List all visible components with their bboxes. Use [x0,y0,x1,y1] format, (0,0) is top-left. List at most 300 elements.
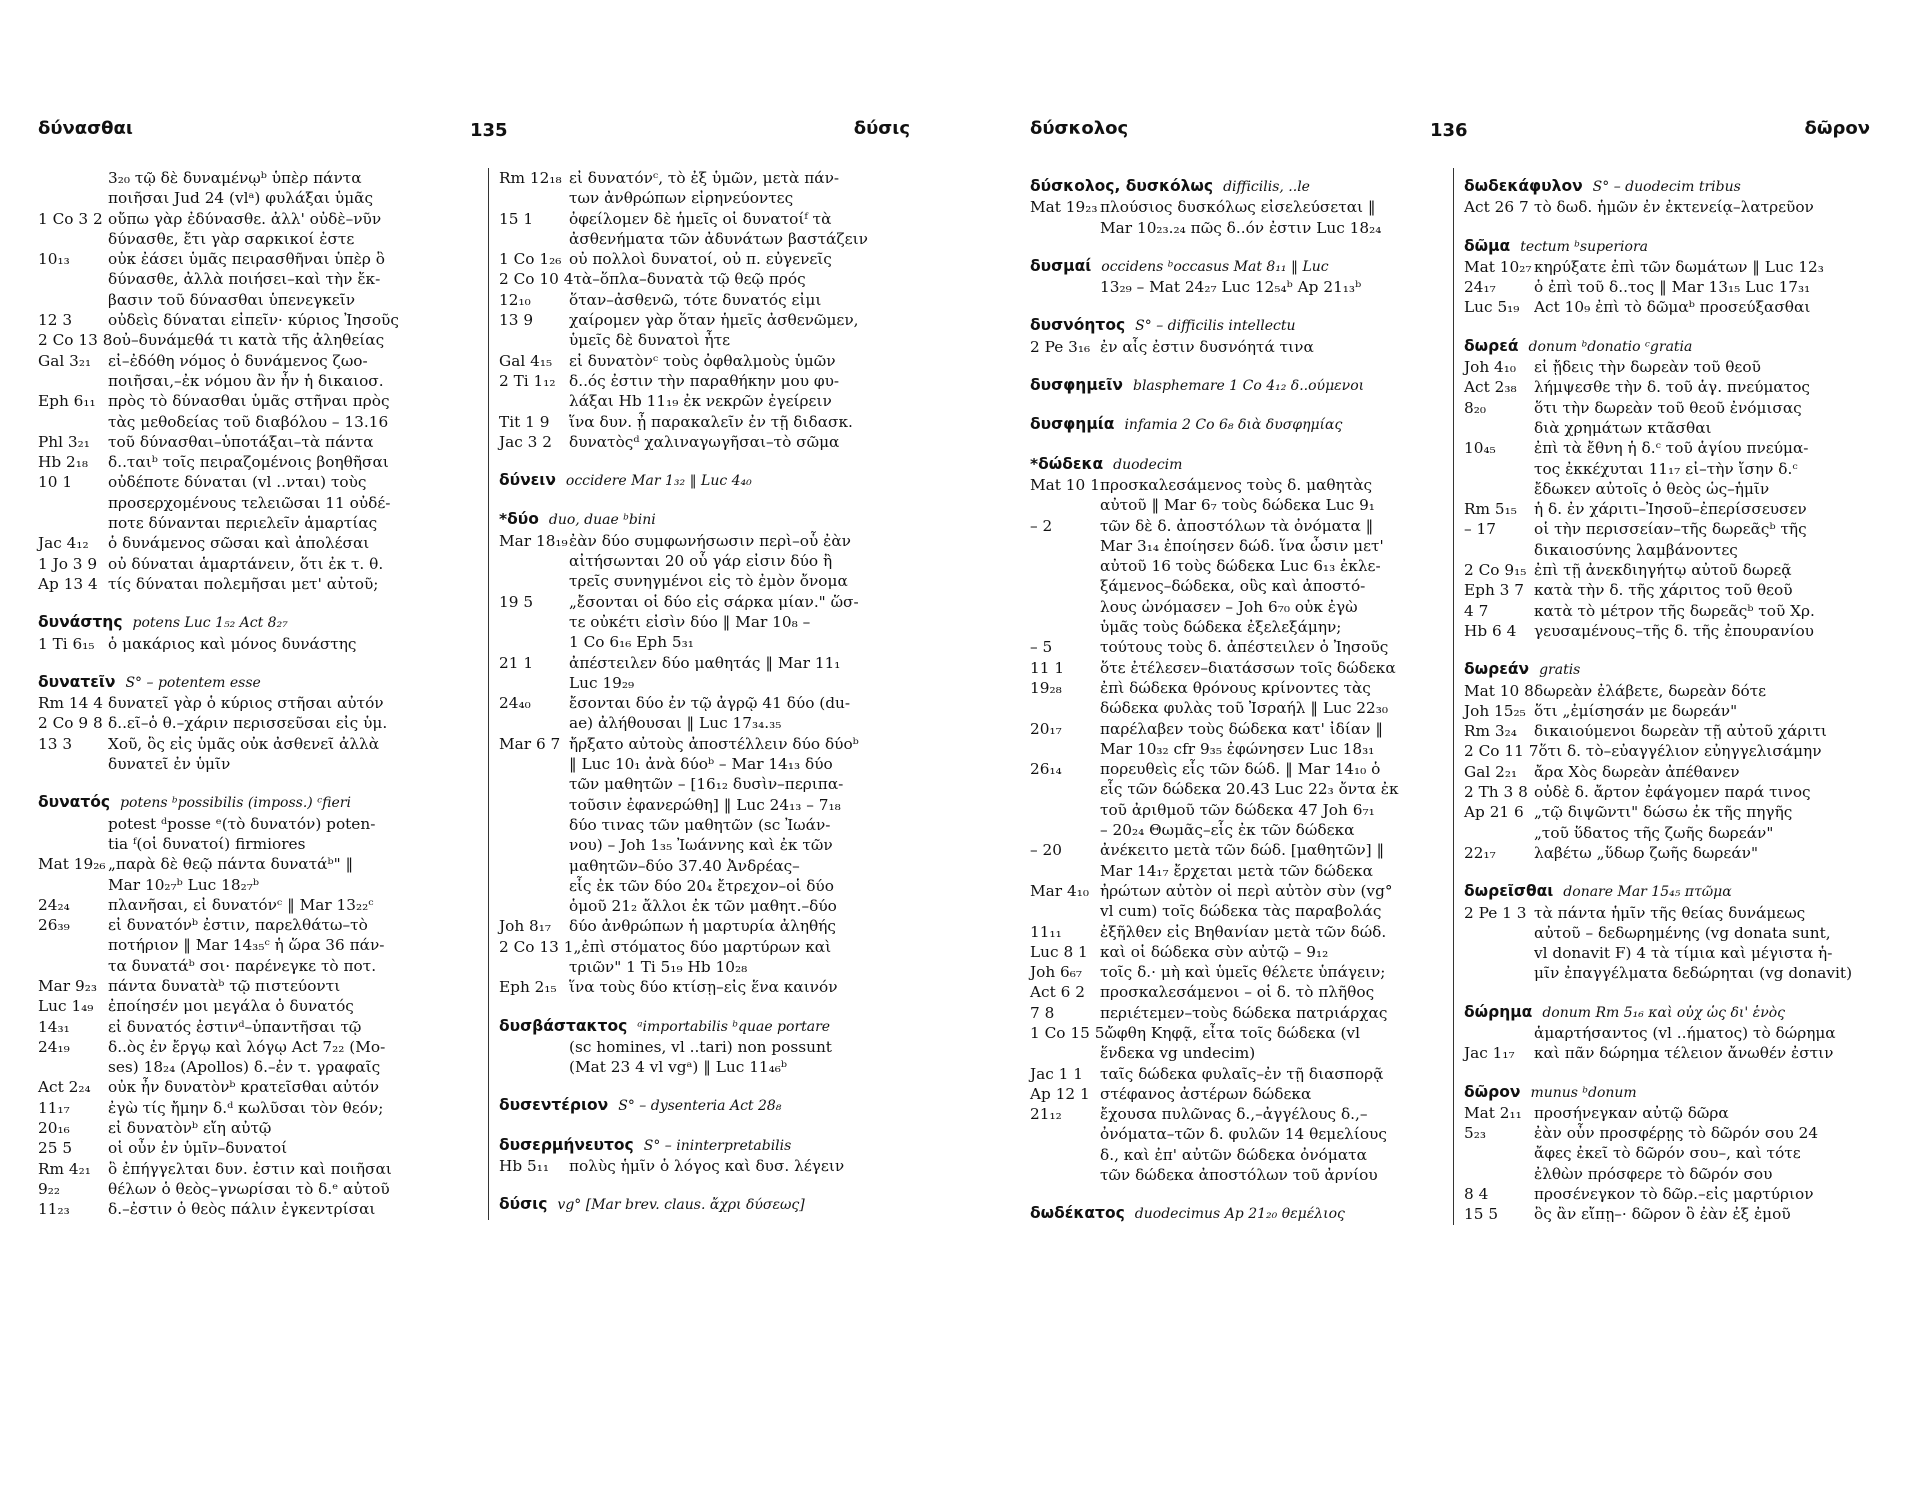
citation-line [1464,1103,1870,1123]
citation-line [499,168,910,188]
greek-text: ἔσονται δύο ἐν τῷ ἀγρῷ 41 δύο (du- [569,694,851,713]
greek-text: ἵνα τοὺς δύο κτίσῃ–εἰς ἕνα καινόν [569,978,838,997]
verse-reference: Jac 1 1 [1030,1064,1084,1083]
greek-text: λάξαι Hb 11₁₉ ἐκ νεκρῶν ἐγείρειν [569,392,832,411]
greek-text: vl donavit F) 4 τὰ τίμια καὶ μέγιστα ἡ- [1534,944,1833,963]
greek-text: οὐκ ἐάσει ὑμᾶς πειρασθῆναι ὑπὲρ ὃ [108,250,385,269]
verse-reference: 2 Co 13 8 [38,331,113,350]
citation-line [499,249,910,269]
greek-text: προσένεγκον τὸ δῶρ.–εἰς μαρτύριον [1534,1185,1814,1204]
greek-text: ses) 18₂₄ (Apollos) δ.–ἐν τ. γραφαῖς [108,1058,381,1077]
verse-reference [499,713,569,733]
citation-line [38,1037,478,1057]
citation-line [38,472,478,492]
verse-reference: 11 1 [1030,658,1065,677]
citation-line [1030,982,1443,1002]
citation-line [38,634,478,654]
greek-text: εἰ ᾔδεις τὴν δωρεὰν τοῦ θεοῦ [1534,358,1761,377]
citation-line [1030,218,1443,238]
citation-line [38,1159,478,1179]
citation-line [1464,418,1870,438]
citation-line [38,976,478,996]
verse-reference: 10 1 [38,473,73,492]
greek-text: ὁ μακάριος καὶ μόνος δυνάστης [108,634,357,653]
verse-reference [38,269,108,289]
citation-line [38,371,478,391]
verse-reference: 13 9 [499,311,534,330]
headword-definition: potens ᵇpossibilis (imposs.) ᶜfieri [120,795,351,812]
citation-line [38,412,478,432]
verse-reference [499,330,569,350]
citation-line [1030,475,1443,495]
citation-line [499,229,910,249]
greek-text: οὐδέποτε δύναται (vl ..νται) τοὺς [108,473,367,492]
verse-reference [1030,698,1100,718]
citation-line [38,1098,478,1118]
citation-line [1030,881,1443,901]
headword-entry [1464,1002,1870,1023]
greek-text: ἐπὶ τὰ ἔθνη ἡ δ.ᶜ τοῦ ἁγίου πνεύμα- [1534,439,1809,458]
citation-line [1464,398,1870,418]
citation-line [38,554,478,574]
citation-line [38,935,478,955]
greek-text: τοῦ ἀριθμοῦ τῶν δώδεκα 47 Joh 6₇₁ [1100,800,1375,819]
citation-line [1464,197,1870,217]
citation-line [38,875,478,895]
greek-text: τούτους τοὺς δ. ἀπέστειλεν ὁ Ἰησοῦς [1100,638,1389,657]
running-head-left: δύνασθαι [38,118,133,139]
greek-text: Mar 10₂₃.₂₄ πῶς δ..όν ἐστιν Luc 18₂₄ [1100,218,1382,237]
greek-text: ἵνα δυν. ᾖ παρακαλεῖν ἐν τῇ διδασκ. [569,412,853,431]
citation-line [499,1037,910,1057]
headword-definition: gratis [1539,662,1581,679]
verse-reference: Joh 4₁₀ [1464,358,1517,377]
verse-reference [499,1057,569,1077]
verse-reference [1030,597,1100,617]
verse-reference: 11₁₁ [1030,922,1062,941]
citation-line [1464,782,1870,802]
greek-text: ἐὰν οὖν προσφέρῃς τὸ δῶρόν σου 24 [1534,1124,1819,1143]
entry-spacer [1464,641,1870,651]
verse-reference: Act 26 7 [1464,198,1529,217]
verse-reference: 24₄₀ [499,694,531,713]
verse-reference: 2 Co 10 4 [499,270,574,289]
greek-text: τοῦ δύνασθαι–ὑποτάξαι–τὰ πάντα [108,432,374,451]
greek-text: οὐ πολλοὶ δυνατοί, οὐ π. εὐγενεῖς [569,250,832,269]
verse-reference [499,835,569,855]
citation-line [1464,277,1870,297]
right-column [488,168,910,1220]
verse-reference: 21₁₂ [1030,1105,1062,1124]
headword-definition: infamia 2 Co 6₈ διὰ δυσφημίας [1124,417,1343,434]
greek-text: ἐξῆλθεν εἰς Βηθανίαν μετὰ τῶν δώδ. [1100,922,1387,941]
headword: δυσφημεῖν [1030,376,1123,395]
verse-reference [499,188,569,208]
verse-reference [499,1037,569,1057]
entry-spacer [499,452,910,462]
greek-text: ὃ ἐπήγγελται δυν. ἐστιν καὶ ποιῆσαι [108,1159,392,1178]
headword-definition: donare Mar 15₄₅ πτῶμα [1563,884,1732,901]
citation-line [1464,823,1870,843]
greek-text: tia ᶠ(οἱ δυνατοί) firmiores [108,834,306,853]
greek-text: οἱ τὴν περισσείαν–τῆς δωρεᾶςᵇ τῆς [1534,520,1807,539]
verse-reference [38,371,108,391]
greek-text: δύο τινας τῶν μαθητῶν (sc Ἰωάν- [569,815,831,834]
citation-line [1030,779,1443,799]
citation-line [1030,197,1443,217]
verse-reference: Eph 6₁₁ [38,392,96,411]
citation-line [1464,499,1870,519]
headword-definition: S° – difficilis intellectu [1135,318,1296,335]
headword-entry [1030,315,1443,336]
verse-reference: 11₁₇ [38,1098,70,1117]
headword: δύσις [499,1195,548,1214]
greek-text: δύνασθε, ἀλλὰ ποιήσει–καὶ τὴν ἔκ- [108,270,381,289]
verse-reference [1464,943,1534,963]
verse-reference: Gal 3₂₁ [38,351,92,370]
greek-text: δώδεκα φυλὰς τοῦ Ἰσραήλ ‖ Luc 22₃₀ [1100,699,1389,718]
greek-text: 1 Co 6₁₆ Eph 5₃₁ [569,633,694,652]
verse-reference: Eph 3 7 [1464,581,1524,600]
verse-reference: Mat 10 1 [1030,475,1100,494]
verse-reference: 2 Co 9 8 [38,714,103,733]
headword-entry [499,1194,910,1215]
verse-reference [1464,963,1534,983]
verse-reference [1464,418,1534,438]
verse-reference [38,754,108,774]
headword-entry [499,1016,910,1037]
citation-line [1464,1043,1870,1063]
verse-reference: 2 Co 11 7 [1464,742,1539,761]
headword-entry [499,1135,910,1156]
citation-line [499,856,910,876]
citation-line [499,632,910,652]
citation-line [38,854,478,874]
citation-line [38,996,478,1016]
verse-reference [1030,901,1100,921]
greek-text: ὤφθη Κηφᾷ, εἶτα τοῖς δώδεκα (vl [1104,1023,1360,1042]
greek-text: „τοῦ ὕδατος τῆς ζωῆς δωρεάν" [1534,823,1774,842]
headword-entry [38,672,478,693]
citation-line [1030,678,1443,698]
greek-text: Mar 10₃₂ cfr 9₃₅ ἐφώνησεν Luc 18₃₁ [1100,739,1375,758]
greek-text: (sc homines, vl ..tari) non possunt [569,1037,832,1056]
citation-line [1030,1165,1443,1185]
greek-text: – 20₂₄ Θωμᾶς–εἷς ἐκ τῶν δώδεκα [1100,821,1355,840]
verse-reference: Act 2₃₈ [1464,378,1517,397]
verse-reference: Luc 5₁₉ [1464,298,1520,317]
greek-text: ἄφες ἐκεῖ τὸ δῶρόν σου–, καὶ τότε [1534,1144,1801,1163]
greek-text: αὐτοῦ 16 τοὺς δώδεκα Luc 6₁₃ ἐκλε- [1100,557,1381,576]
greek-text: vl cum) τοῖς δώδεκα τὰς παραβολάς [1100,902,1382,921]
greek-text: προσήνεγκαν αὐτῷ δῶρα [1534,1103,1729,1122]
greek-text: διὰ χρημάτων κτᾶσθαι [1534,418,1712,437]
greek-text: ἀσθενήματα τῶν ἀδυνάτων βαστάζειν [569,229,868,248]
citation-line [38,734,478,754]
greek-text: οὐ–δυνάμεθά τι κατὰ τῆς ἀληθείας [112,331,385,350]
verse-reference: 1 Jo 3 9 [38,554,98,573]
entry-spacer [499,1077,910,1087]
citation-line [1464,357,1870,377]
citation-line [1464,377,1870,397]
citation-line [1464,580,1870,600]
greek-text: τριῶν" 1 Ti 5₁₉ Hb 10₂₈ [569,957,748,976]
greek-text: τὰ πάντα ἡμῖν τῆς θείας δυνάμεως [1534,903,1806,922]
verse-reference: Rm 5₁₅ [1464,500,1517,519]
verse-reference [38,1057,108,1077]
citation-line [499,551,910,571]
citation-line [38,432,478,452]
citation-line [1464,963,1870,983]
verse-reference [38,493,108,513]
greek-text: „ἔσονται οἱ δύο εἰς σάρκα μίαν." ὥσ- [569,592,859,611]
headword: δυνατεῖν [38,672,116,691]
citation-line [38,1118,478,1138]
verse-reference: 2 Pe 3₁₆ [1030,337,1091,356]
greek-text: ὃς ἂν εἴπῃ–· δῶρον ὃ ἐὰν ἐξ ἐμοῦ [1534,1205,1791,1224]
headword: *δύο [499,510,539,529]
verse-reference: Joh 8₁₇ [499,917,552,936]
page-columns [38,168,910,1220]
citation-line [499,693,910,713]
greek-text: Mar 10₂₇ᵇ Luc 18₂₇ᵇ [108,875,259,894]
verse-reference [1030,820,1100,840]
headword-definition: blasphemare 1 Co 4₁₂ δ..ούμενοι [1132,378,1365,395]
verse-reference [1464,923,1534,943]
citation-line [1030,800,1443,820]
headword: δυσεντέριον [499,1096,609,1115]
verse-reference [1030,277,1100,297]
verse-reference [499,957,569,977]
verse-reference: Act 6 2 [1030,983,1085,1002]
verse-reference [499,551,569,571]
greek-text: ἕνδεκα vg undecim) [1100,1044,1256,1063]
verse-reference: Jac 3 2 [499,432,553,451]
citation-line [1464,479,1870,499]
verse-reference [38,956,108,976]
verse-reference: 25 5 [38,1139,73,1158]
greek-text: ὁμοῦ 21₂ ἄλλοι ἐκ τῶν μαθητ.–δύο [569,897,837,916]
verse-reference: Jac 1₁₇ [1464,1044,1515,1063]
citation-line [499,916,910,936]
entry-spacer [1464,863,1870,873]
headword: *δώδεκα [1030,454,1104,473]
verse-reference: 9₂₂ [38,1179,60,1198]
verse-reference: 2 Co 9₁₅ [1464,561,1527,580]
greek-text: τα δυνατάᵇ σοι· παρένεγκε τὸ ποτ. [108,956,377,975]
verse-reference [1030,218,1100,238]
citation-line [38,513,478,533]
verse-reference: Mar 6 7 [499,734,561,753]
greek-text: νου) – Joh 1₃₅ Ἰωάννης καὶ ἐκ τῶν [569,836,833,855]
citation-line [1464,601,1870,621]
entry-spacer [1030,238,1443,248]
citation-line [38,188,478,208]
greek-text: ae) ἀλήθουσαι ‖ Luc 17₃₄.₃₅ [569,714,782,733]
verse-reference [1030,576,1100,596]
entry-spacer [38,774,478,784]
citation-line [499,1156,910,1176]
headword: δυνάστης [38,613,123,632]
citation-line [38,269,478,289]
greek-text: ταῖς δώδεκα φυλαῖς–ἐν τῇ διασπορᾷ [1100,1064,1384,1083]
greek-text: Mar 3₁₄ ἐποίησεν δώδ. ἵνα ὦσιν μετ' [1100,536,1384,555]
verse-reference [1464,823,1534,843]
verse-reference [1030,536,1100,556]
citation-line [499,531,910,551]
verse-reference: 10₁₃ [38,250,70,269]
verse-reference [38,834,108,854]
citation-line [1464,459,1870,479]
headword-definition: S° – ininterpretabilis [643,1137,792,1154]
verse-reference: 13 3 [38,734,73,753]
entry-spacer [1030,1185,1443,1195]
citation-line [38,209,478,229]
greek-text: λήμψεσθε τὴν δ. τοῦ ἁγ. πνεύματος [1534,378,1811,397]
verse-reference: 8₂₀ [1464,398,1486,417]
verse-reference [1464,479,1534,499]
verse-reference: 24₂₄ [38,895,70,914]
verse-reference: 5₂₃ [1464,1124,1486,1143]
headword: δυνατός [38,793,111,812]
headword-entry [1030,454,1443,475]
verse-reference [1030,1043,1100,1063]
entry-spacer [38,654,478,664]
citation-line [1030,637,1443,657]
verse-reference: 2 Co 13 1 [499,937,574,956]
greek-text: περιέτεμεν–τοὺς δώδεκα πατριάρχας [1100,1003,1388,1022]
greek-text: ἐὰν δύο συμφωνήσωσιν περὶ–οὗ ἐὰν [569,531,851,550]
greek-text: Χοῦ, ὃς εἰς ὑμᾶς οὐκ ἀσθενεῖ ἀλλὰ [108,734,380,753]
left-page [38,104,910,1220]
verse-reference [499,632,569,652]
verse-reference: 14₃₁ [38,1017,70,1036]
citation-line [1464,762,1870,782]
headword-entry [1464,659,1870,680]
greek-text: δ..ταιᵇ τοῖς πειραζομένοις βοηθῆσαι [108,453,389,472]
citation-line [38,574,478,594]
verse-reference: – 5 [1030,638,1053,657]
page-columns [1030,168,1870,1225]
greek-text: βασιν τοῦ δύνασθαι ὑπενεγκεῖν [108,290,356,309]
citation-line [1464,681,1870,701]
greek-text: ἠρώτων αὐτὸν οἱ περὶ αὐτὸν σὺν (vg° [1100,881,1393,900]
citation-line [1030,962,1443,982]
headword-entry [1030,256,1443,277]
headword-entry [1464,176,1870,197]
headword-entry [499,509,910,530]
citation-line [1030,861,1443,881]
citation-line [1464,741,1870,761]
greek-text: πλούσιος δυσκόλως εἰσελεύσεται ‖ [1100,198,1376,217]
greek-text: δ.–ἐστιν ὁ θεὸς πάλιν ἐγκεντρίσαι [108,1200,376,1219]
greek-text: δύο ἀνθρώπων ἡ μαρτυρία ἀληθής [569,917,836,936]
entry-spacer [499,998,910,1008]
citation-line [1464,1143,1870,1163]
greek-text: ἐπὶ δώδεκα θρόνους κρίνοντες τὰς [1100,678,1371,697]
citation-line [1464,621,1870,641]
verse-reference [38,935,108,955]
greek-text: δικαιοσύνης λαμβάνοντες [1534,540,1738,559]
verse-reference: Mat 19₂₃ [1030,198,1098,217]
greek-text: δυνατεῖ ἐν ὑμῖν [108,755,231,774]
greek-text: ὅτι τὴν δωρεὰν τοῦ θεοῦ ἐνόμισας [1534,398,1802,417]
greek-text: χαίρομεν γὰρ ὅταν ἡμεῖς ἀσθενῶμεν, [569,311,859,330]
greek-text: γευσαμένους–τῆς δ. τῆς ἐπουρανίου [1534,621,1814,640]
greek-text: στέφανος ἀστέρων δώδεκα [1100,1084,1312,1103]
verse-reference: Mar 9₂₃ [38,976,97,995]
greek-text: 3₂₀ τῷ δὲ δυναμένῳᵇ ὑπὲρ πάντα [108,169,362,187]
greek-text: ὅτι „ἐμίσησάν με δωρεάν" [1534,701,1738,720]
verse-reference [1030,495,1100,515]
citation-line [499,188,910,208]
entry-spacer [499,1117,910,1127]
greek-text: οὐ δύναται ἁμαρτάνειν, ὅτι ἐκ τ. θ. [108,554,384,573]
citation-line [1464,297,1870,317]
greek-text: δωρεὰν ἐλάβετε, δωρεὰν δότε [1534,681,1767,700]
citation-line [499,391,910,411]
headword: δυσερμήνευτος [499,1135,634,1154]
headword-entry [1030,375,1443,396]
verse-reference: Rm 14 4 [38,694,103,713]
citation-line [38,452,478,472]
greek-text: οὔπω γὰρ ἐδύνασθε. ἀλλ' οὐδὲ–νῦν [108,209,382,228]
greek-text: „τῷ διψῶντι" δώσω ἐκ τῆς πηγῆς [1534,803,1793,822]
greek-text: εἰ δυνατὸνᶜ τοὺς ὀφθαλμοὺς ὑμῶν [569,351,836,370]
greek-text: ὑμᾶς τοὺς δώδεκα ἐξελεξάμην; [1100,618,1342,637]
left-column [38,168,488,1220]
greek-text: ἐν αἷς ἐστιν δυσνόητά τινα [1100,337,1314,356]
verse-reference [1464,1023,1534,1043]
greek-text: δυνατεῖ γὰρ ὁ κύριος στῆσαι αὐτόν [108,694,384,713]
verse-reference [499,774,569,794]
verse-reference: Luc 1₄₉ [38,997,94,1016]
verse-reference: 1 Ti 6₁₅ [38,634,95,653]
greek-text: τοῦσιν ἐφανερώθη] ‖ Luc 24₁₃ – 7₁₈ [569,795,841,814]
verse-reference [1030,1145,1100,1165]
verse-reference [1464,540,1534,560]
verse-reference: Mar 4₁₀ [1030,881,1089,900]
greek-text: „παρὰ δὲ θεῷ πάντα δυνατάᵇ" ‖ [108,855,354,874]
headword-definition: munus ᵇdonum [1530,1084,1637,1101]
citation-line [38,391,478,411]
verse-reference [38,290,108,310]
verse-reference: 2 Ti 1₁₂ [499,371,556,390]
headword-entry [1030,176,1443,197]
citation-line [1464,802,1870,822]
greek-text: καὶ πᾶν δώρημα τέλειον ἄνωθέν ἐστιν [1534,1044,1834,1063]
citation-line [499,432,910,452]
greek-text: ἀνέκειτο μετὰ τῶν δώδ. [μαθητῶν] ‖ [1100,841,1385,860]
headword-entry [1030,1203,1443,1224]
headword-entry [1464,336,1870,357]
verse-reference [38,229,108,249]
headword: δωδεκάφυλον [1464,177,1583,195]
verse-reference: Tit 1 9 [499,412,550,431]
verse-reference [38,875,108,895]
headword-entry [38,792,478,813]
greek-text: ποιῆσαι,–ἐκ νόμου ἂν ἦν ἡ δικαιοσ. [108,371,384,390]
verse-reference [1030,779,1100,799]
verse-reference: – 20 [1030,841,1062,860]
verse-reference: Rm 3₂₄ [1464,722,1517,741]
citation-line [499,592,910,612]
citation-line [38,1017,478,1037]
entry-spacer [38,594,478,604]
citation-line [1464,560,1870,580]
headword: δωδέκατος [1030,1204,1125,1223]
citation-line [1030,658,1443,678]
